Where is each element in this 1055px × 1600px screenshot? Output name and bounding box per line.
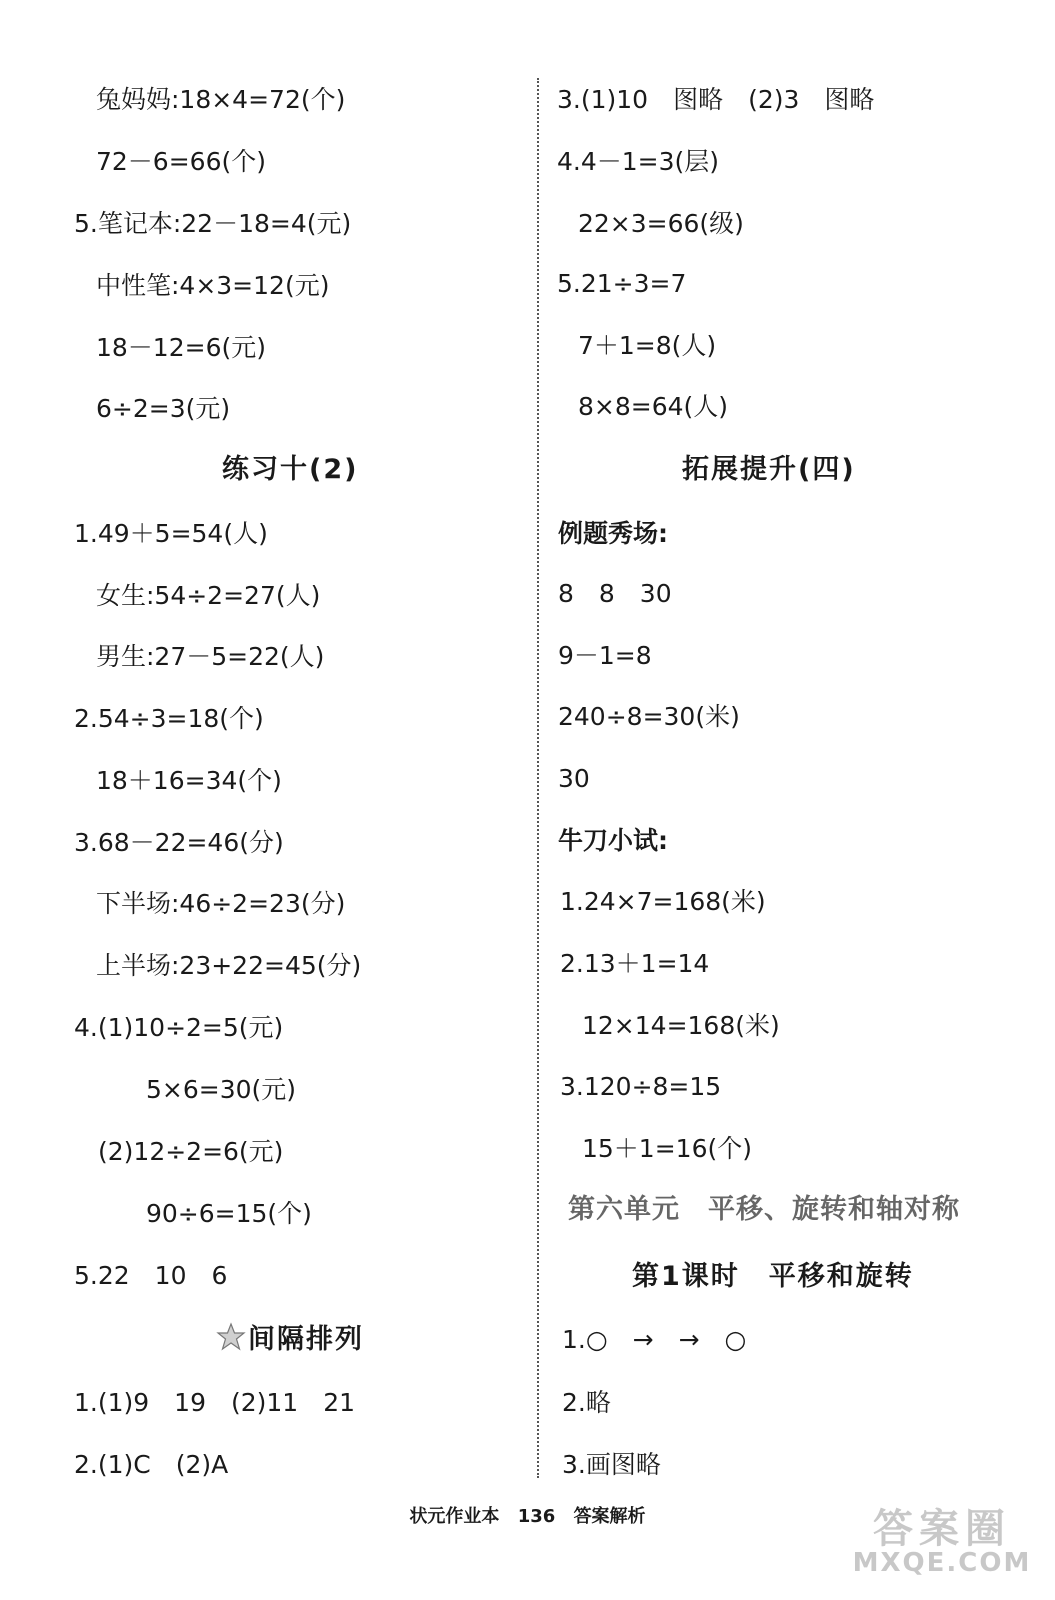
answer-line: 5.21÷3=7 — [557, 269, 687, 298]
answer-line: 18＋16=34(个) — [96, 766, 282, 795]
answer-line: 下半场:46÷2=23(分) — [96, 889, 346, 918]
answer-line: 18－12=6(元) — [96, 333, 266, 362]
answer-line: 15＋1=16(个) — [582, 1134, 752, 1163]
answer-line: 9－1=8 — [558, 641, 652, 670]
answer-line: 7＋1=8(人) — [578, 331, 717, 360]
answer-line: 22×3=66(级) — [578, 209, 744, 238]
answer-line: 2.54÷3=18(个) — [74, 704, 264, 733]
answer-line: 2.(1)C (2)A — [74, 1450, 229, 1479]
star-icon — [216, 1322, 246, 1352]
answer-line: 1.(1)9 19 (2)11 21 — [74, 1388, 356, 1417]
subheading: 牛刀小试: — [558, 826, 668, 855]
answer-line: 4.4－1=3(层) — [557, 147, 720, 176]
section-heading: 练习十(2) — [222, 454, 359, 485]
watermark-text: 答案圈 — [873, 1506, 1011, 1552]
lesson-heading: 第1课时 平移和旋转 — [632, 1261, 914, 1292]
unit-title: 第六单元 平移、旋转和轴对称 — [568, 1194, 960, 1225]
answer-line: 4.(1)10÷2=5(元) — [74, 1013, 284, 1042]
answer-line: 6÷2=3(元) — [96, 394, 231, 423]
answer-line: 3.120÷8=15 — [560, 1072, 722, 1101]
answer-line: 5.笔记本:22－18=4(元) — [74, 209, 352, 238]
watermark-logo — [847, 1506, 1037, 1582]
answer-line: 上半场:23+22=45(分) — [96, 951, 362, 980]
answer-line: 2.略 — [562, 1388, 611, 1417]
answer-line: 女生:54÷2=27(人) — [96, 581, 321, 610]
section-label: 答案解析 — [573, 1506, 646, 1527]
answer-line: 1.24×7=168(米) — [560, 887, 766, 916]
answer-line: 12×14=168(米) — [582, 1011, 780, 1040]
subheading: 例题秀场: — [558, 519, 668, 548]
watermark-url: MXQE.COM — [852, 1548, 1032, 1578]
answer-line: 5.22 10 6 — [74, 1261, 228, 1290]
section-heading-text: 间隔排列 — [248, 1324, 364, 1355]
answer-line: 240÷8=30(米) — [558, 702, 740, 731]
answer-line: 3.68－22=46(分) — [74, 828, 284, 857]
book-title: 状元作业本 — [409, 1506, 500, 1527]
answer-line: 兔妈妈:18×4=72(个) — [96, 85, 346, 114]
page-number: 136 — [517, 1506, 556, 1527]
answer-line: 30 — [558, 764, 590, 793]
column-divider — [537, 78, 539, 1478]
section-heading — [216, 1322, 364, 1357]
answer-line: 1.○ → → ○ — [562, 1325, 747, 1354]
answer-line: 中性笔:4×3=12(元) — [96, 271, 330, 300]
section-heading: 拓展提升(四) — [682, 454, 856, 485]
answer-line: 1.49＋5=54(人) — [74, 519, 268, 548]
answer-line: 90÷6=15(个) — [146, 1199, 312, 1228]
answer-line: 男生:27－5=22(人) — [96, 642, 325, 671]
answer-line: (2)12÷2=6(元) — [98, 1137, 284, 1166]
answer-line: 3.(1)10 图略 (2)3 图略 — [557, 85, 875, 114]
answer-line: 72－6=66(个) — [96, 147, 266, 176]
answer-line: 8×8=64(人) — [578, 392, 729, 421]
answer-line: 3.画图略 — [562, 1450, 661, 1479]
answer-line: 5×6=30(元) — [146, 1075, 297, 1104]
answer-line: 8 8 30 — [558, 579, 672, 608]
answer-line: 2.13＋1=14 — [560, 949, 710, 978]
